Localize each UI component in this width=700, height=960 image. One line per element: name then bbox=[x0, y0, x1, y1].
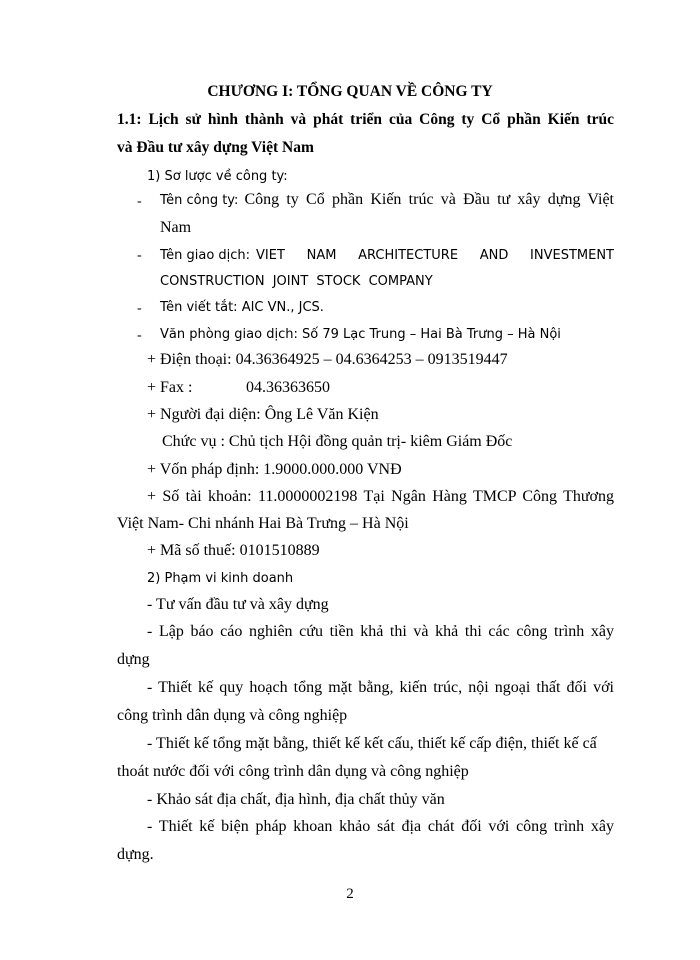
trade-name-label: Tên giao dịch: bbox=[160, 248, 251, 263]
scope-item-4-line1: - Thiết kế tổng mặt bằng, thiết kế kết cấu, thiết kế cấp điện, thiết kế cấ bbox=[147, 735, 597, 752]
account-line2: Việt Nam- Chi nhánh Hai Bà Trưng – Hà Nội bbox=[117, 515, 409, 532]
list-dash: - bbox=[137, 248, 142, 263]
scope-item-4-line2: thoát nước đối với công trình dân dụng và công nghiệp bbox=[117, 763, 469, 780]
scope-item-3-line1: - Thiết kế quy hoạch tổng mặt bằng, kiến trúc, nội ngoại thất đối với bbox=[147, 679, 614, 696]
section-heading bbox=[117, 110, 614, 130]
trade-name-line2: CONSTRUCTION JOINT STOCK COMPANY bbox=[160, 274, 433, 289]
representative-line: + Người đại diện: Ông Lê Văn Kiện bbox=[147, 406, 379, 423]
scope-item-3 bbox=[147, 678, 614, 698]
company-name-value-line2: Nam bbox=[160, 219, 192, 236]
scope-item-4 bbox=[147, 734, 614, 754]
fax-label: + Fax : bbox=[147, 379, 193, 396]
list-dash: - bbox=[137, 194, 142, 209]
scope-item-3-line2: công trình dân dụng và công nghiệp bbox=[117, 707, 348, 724]
scope-item-2-line1: - Lập báo cáo nghiên cứu tiền khả thi và khả thi các công trình xây bbox=[147, 623, 614, 640]
tax-code-line: + Mã số thuế: 0101510889 bbox=[147, 542, 320, 559]
list-dash: - bbox=[137, 328, 142, 343]
scope-item-6-line2: dựng. bbox=[117, 846, 154, 863]
abbrev-name: Tên viết tắt: AIC VN., JCS. bbox=[160, 300, 324, 315]
trade-name-value: VIET NAM ARCHITECTURE AND INVESTMENT bbox=[256, 248, 614, 263]
account-text: + Số tài khoản: 11.0000002198 Tại Ngân Hàng TMCP Công Thương bbox=[147, 488, 614, 505]
office-address: Văn phòng giao dịch: Số 79 Lạc Trung – Hai Bà Trưng – Hà Nội bbox=[160, 327, 561, 342]
scope-item-6 bbox=[147, 817, 614, 837]
section-heading-line2: và Đầu tư xây dựng Việt Nam bbox=[117, 139, 314, 156]
trade-name-row bbox=[160, 246, 614, 266]
company-name-value: Công ty Cổ phần Kiến trúc và Đầu tư xây dựng Việt bbox=[244, 191, 614, 208]
scope-item-6-line1: - Thiết kế biện pháp khoan khảo sát địa chát đối với công trình xây bbox=[147, 818, 614, 835]
section-heading-line1: 1.1: Lịch sử hình thành và phát triển của Công ty Cổ phần Kiến trúc bbox=[117, 111, 614, 128]
scope-item-2 bbox=[147, 622, 614, 642]
company-name-row bbox=[160, 190, 614, 211]
account-line1 bbox=[147, 487, 614, 507]
phone-line: + Điện thoại: 04.36364925 – 04.6364253 – 0913519447 bbox=[147, 351, 508, 368]
company-name-label: Tên công ty: bbox=[160, 193, 239, 208]
page-number: 2 bbox=[346, 886, 354, 902]
list-dash: - bbox=[137, 301, 142, 316]
scope-item-2-line2: dựng bbox=[117, 651, 150, 668]
scope-item-5: - Khảo sát địa chất, địa hình, địa chất thủy văn bbox=[147, 791, 445, 808]
position-line: Chức vụ : Chủ tịch Hội đồng quản trị- kiêm Giám Đốc bbox=[162, 433, 513, 450]
capital-line: + Vốn pháp định: 1.9000.000.000 VNĐ bbox=[147, 461, 402, 478]
business-scope-heading: 2) Phạm vi kinh doanh bbox=[147, 571, 294, 586]
scope-item-1: - Tư vấn đầu tư và xây dựng bbox=[147, 596, 329, 613]
overview-heading: 1) Sơ lược về công ty: bbox=[147, 169, 288, 184]
fax-value: 04.36363650 bbox=[246, 379, 330, 396]
chapter-title: CHƯƠNG I: TỔNG QUAN VỀ CÔNG TY bbox=[207, 83, 493, 100]
